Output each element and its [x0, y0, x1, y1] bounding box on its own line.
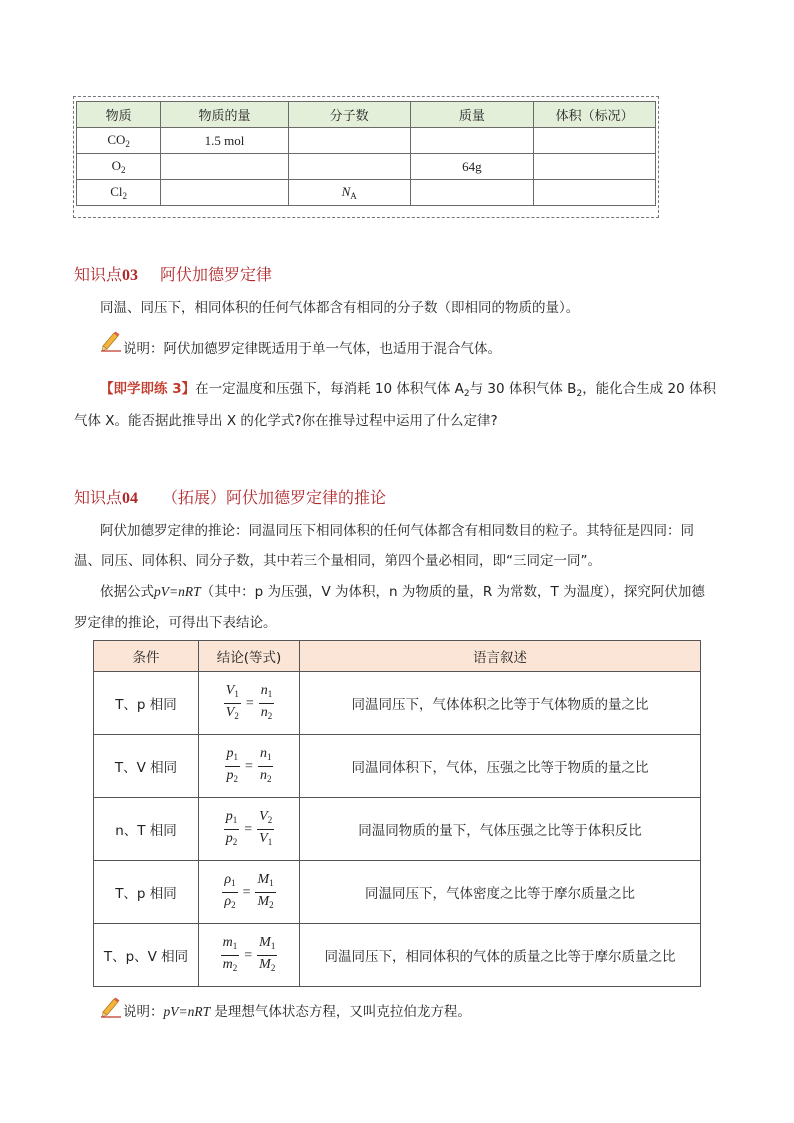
section-03-text: 同温、同压下，相同体积的任何气体都含有相同的分子数（即相同的物质的量）。: [100, 300, 580, 316]
table-cell: [288, 128, 410, 154]
formula-text: O: [111, 158, 122, 173]
table-cell: [288, 154, 410, 180]
exercise-text: 在一定温度和压强下，每消耗 10 体积气体 A: [195, 381, 464, 397]
table-row: [77, 180, 656, 206]
section-04-para2-line2: 罗定律的推论，可得出下表结论。: [74, 615, 277, 631]
subscript: 2: [125, 139, 130, 149]
condition-cell: T、p 相同: [94, 672, 199, 735]
table-cell: [288, 180, 410, 206]
section-title: 阿伏加德罗定律: [160, 265, 273, 284]
table-row: [94, 735, 701, 798]
table-cell: [77, 128, 161, 154]
table-header-cell: 语言叙述: [300, 641, 701, 672]
exercise-3-line2: 气体 X。能否据此推导出 X 的化学式?你在推导过程中运用了什么定律?: [74, 413, 498, 429]
table-header-cell: 体积（标况）: [534, 102, 656, 128]
exercise-3: 【即学即练 3】在一定温度和压强下，每消耗 10 体积气体 $A_2$与 30 体积气体 $B_2$，能化合生成 20 体积: [100, 381, 716, 399]
table-header-cell: 物质: [77, 102, 161, 128]
table-cell: [77, 180, 161, 206]
equation: $\frac{m_1}{m_2}$ = $\frac{M_1}{M_2}$: [222, 935, 276, 973]
section-03-heading: [74, 262, 272, 285]
ideal-gas-formula: pV=nRT: [154, 584, 201, 599]
equation-cell: [199, 924, 300, 987]
table-row: [94, 798, 701, 861]
note-text: 是理想气体状态方程，又叫克拉伯龙方程。: [210, 1004, 471, 1020]
exercise-text: ，能化合生成 20 体积: [582, 381, 716, 397]
equation: $\frac{\rho_1}{\rho_2}$ = $\frac{M_1}{M_2}$: [224, 872, 274, 910]
table-row: [77, 128, 656, 154]
condition-cell: T、V 相同: [94, 735, 199, 798]
table-header-cell: 分子数: [288, 102, 410, 128]
section-04-para1-line2: 温、同压、同体积、同分子数，其中若三个量相同，第四个量必相同，即“三同定一同”。: [74, 553, 601, 569]
table-header-cell: 结论(等式): [199, 641, 300, 672]
exercise-text: 与 30 体积气体 B: [469, 381, 577, 397]
condition-cell: T、p、V 相同: [94, 924, 199, 987]
equation-cell: [199, 672, 300, 735]
table-cell: [534, 128, 656, 154]
table-row: [94, 924, 701, 987]
table-row: [94, 672, 701, 735]
formula-text: N: [341, 184, 351, 199]
avogadro-inference-table: [93, 640, 701, 987]
section-title: （拓展）阿伏加德罗定律的推论: [162, 488, 387, 507]
pencil-icon: [100, 330, 122, 352]
section-04-heading: [74, 485, 386, 508]
table-cell: 1.5 mol: [161, 128, 289, 154]
note-text: 说明：: [123, 1004, 164, 1020]
equation: $\frac{p_1}{p_2}$ = $\frac{n_1}{n_2}$: [226, 746, 272, 784]
subscript: 2: [122, 191, 127, 201]
statement-cell: 同温同压下，气体密度之比等于摩尔质量之比: [300, 861, 701, 924]
statement-cell: 同温同压下，气体体积之比等于气体物质的量之比: [300, 672, 701, 735]
exercise-label: 【即学即练 3】: [100, 381, 196, 397]
table-cell: [161, 180, 289, 206]
section-04-note: [123, 997, 769, 1027]
para-text: （其中：p 为压强，V 为体积，n 为物质的量，R 为常数，T 为温度），探究阿伏加德: [200, 584, 705, 600]
table-cell: [534, 154, 656, 180]
para-text: 依据公式: [100, 584, 154, 600]
section-03-note: 说明：阿伏加德罗定律既适用于单一气体，也适用于混合气体。: [123, 341, 501, 357]
table-header-cell: 条件: [94, 641, 199, 672]
section-04-para1: 阿伏加德罗定律的推论：同温同压下相同体积的任何气体都含有相同数目的粒子。其特征是四同：同: [100, 523, 694, 539]
table-cell: [161, 154, 289, 180]
condition-cell: n、T 相同: [94, 798, 199, 861]
equation: $\frac{V_1}{V_2}$ = $\frac{n_1}{n_2}$: [225, 683, 273, 721]
condition-cell: T、p 相同: [94, 861, 199, 924]
table-row: [94, 861, 701, 924]
pencil-icon: [100, 996, 122, 1018]
table-cell: [410, 180, 534, 206]
equation: $\frac{p_1}{p_2}$ = $\frac{V_2}{V_1}$: [225, 809, 273, 847]
table-header-cell: 物质的量: [161, 102, 289, 128]
statement-cell: 同温同压下，相同体积的气体的质量之比等于摩尔质量之比: [300, 924, 701, 987]
equation-cell: [199, 735, 300, 798]
section-number: 03: [122, 267, 139, 284]
formula-text: Cl: [110, 184, 123, 199]
table-cell: [534, 180, 656, 206]
substance-table: [76, 101, 656, 206]
ideal-gas-formula: pV=nRT: [163, 1004, 211, 1019]
equation-cell: [199, 798, 300, 861]
section-label: 知识点: [74, 265, 123, 284]
table-cell: 64g: [410, 154, 534, 180]
statement-cell: 同温同体积下，气体，压强之比等于物质的量之比: [300, 735, 701, 798]
section-04-para2: [74, 577, 720, 607]
table-row: [77, 154, 656, 180]
equation-cell: [199, 861, 300, 924]
statement-cell: 同温同物质的量下，气体压强之比等于体积反比: [300, 798, 701, 861]
section-number: 04: [122, 490, 139, 507]
formula-text: CO: [107, 132, 126, 147]
table-cell: [410, 128, 534, 154]
table-cell: [77, 154, 161, 180]
subscript: A: [350, 191, 357, 201]
table-header-row: [94, 641, 701, 672]
subscript: 2: [121, 165, 126, 175]
table-header-row: [77, 102, 656, 128]
section-label: 知识点: [74, 488, 123, 507]
table-header-cell: 质量: [410, 102, 534, 128]
